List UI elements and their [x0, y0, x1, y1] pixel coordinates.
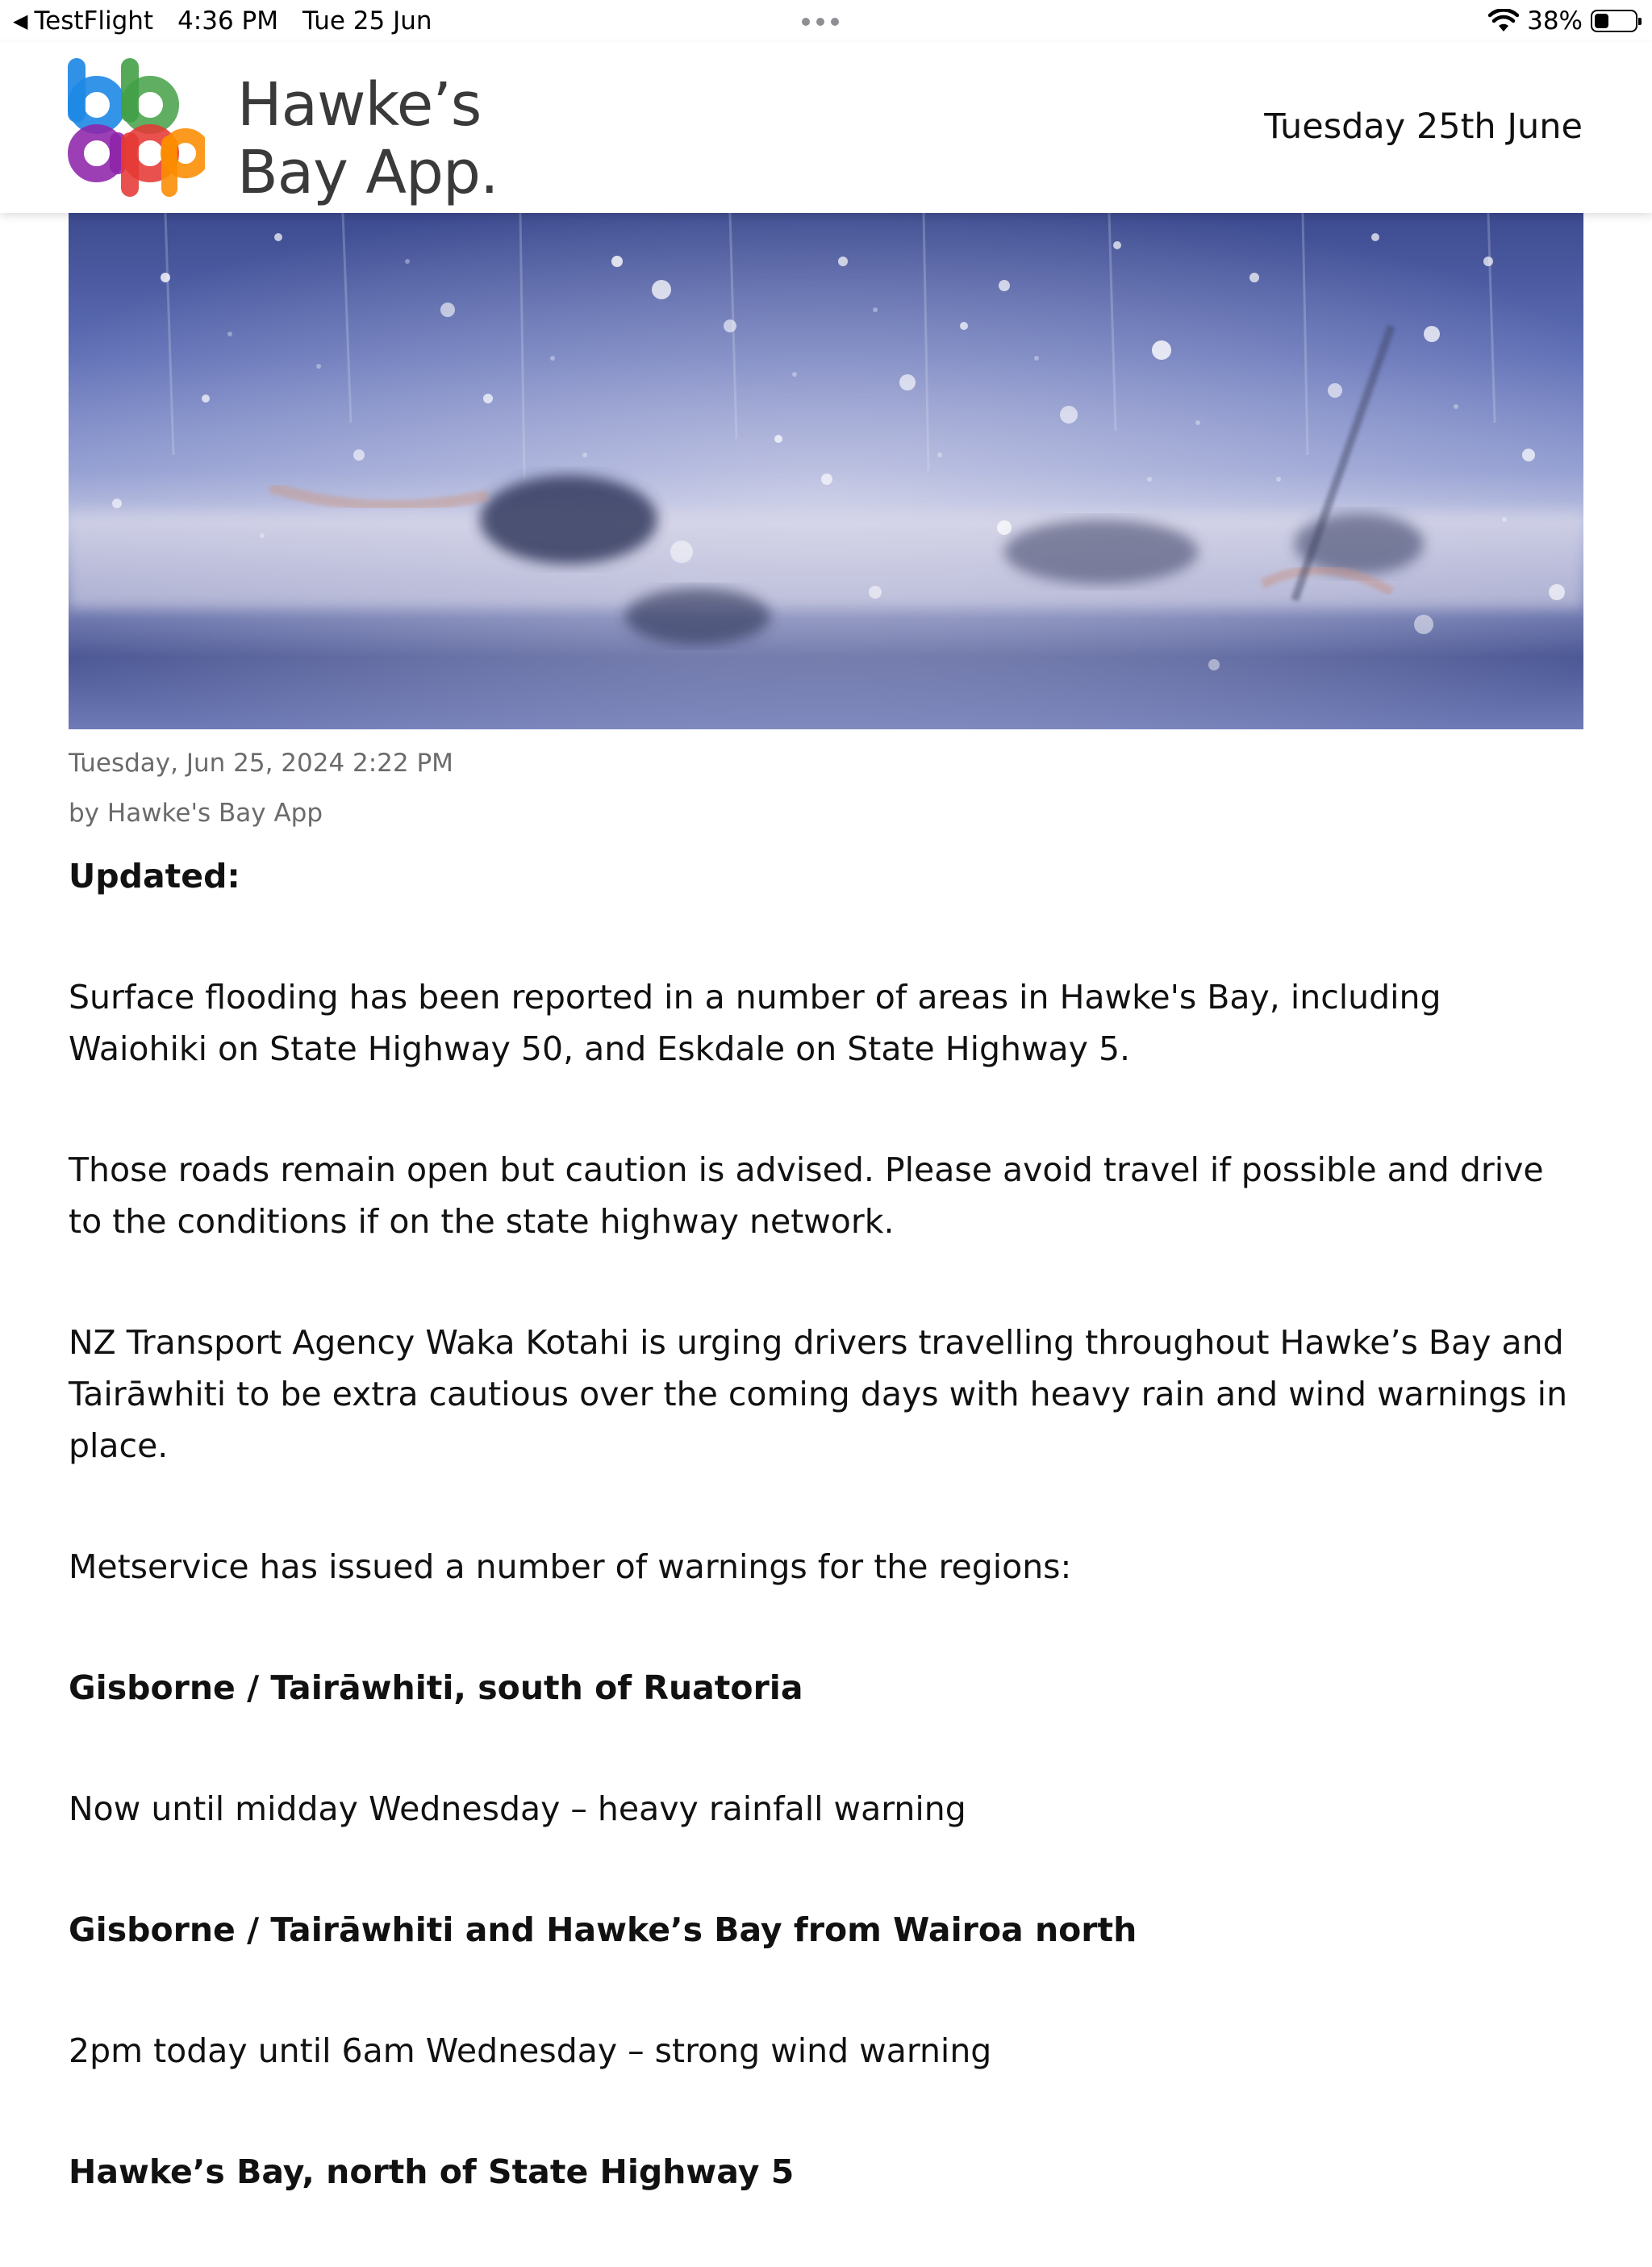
hbapp-logo-icon[interactable]	[68, 58, 205, 197]
battery-fill	[1595, 14, 1608, 28]
logo-line-1: Hawke’s	[237, 70, 482, 140]
status-date: Tue 25 Jun	[302, 6, 432, 35]
article-author: by Hawke's Bay App	[69, 799, 323, 828]
app-header	[0, 42, 1652, 213]
article-body	[69, 850, 1585, 2198]
multitask-dots-icon[interactable]	[802, 18, 839, 26]
article-paragraph: Those roads remain open but caution is advised. Please avoid travel if possible and drive to the conditions if on the state highway network.	[69, 1150, 1544, 1241]
article-paragraph: NZ Transport Agency Waka Kotahi is urging drivers travelling throughout Hawke’s Bay and Tairāwhiti to be extra cautious over the coming days with heavy rain and wind warnings in place.	[69, 1323, 1568, 1465]
article-paragraph: Gisborne / Tairāwhiti, south of Ruatoria	[69, 1668, 803, 1707]
article-paragraph: Updated:	[69, 857, 240, 896]
back-arrow-icon[interactable]: ◀	[13, 10, 28, 32]
article-paragraph: Metservice has issued a number of warnings for the regions:	[69, 1547, 1072, 1586]
wifi-icon	[1488, 9, 1519, 33]
logo-wordmark[interactable]	[237, 71, 499, 207]
status-right	[1488, 6, 1637, 35]
article-hero-image	[69, 213, 1583, 729]
rain-image	[69, 213, 1583, 729]
article-paragraph: 2pm today until 6am Wednesday – strong wind warning	[69, 2031, 992, 2070]
article-paragraph: Surface flooding has been reported in a number of areas in Hawke's Bay, including Waiohiki on State Highway 50, and Eskdale on State Highway 5.	[69, 978, 1441, 1068]
status-bar	[0, 0, 1652, 42]
article	[69, 742, 1585, 2267]
battery-percent: 38%	[1527, 6, 1583, 35]
battery-icon	[1591, 10, 1637, 32]
article-paragraph: Hawke’s Bay, north of State Highway 5	[69, 2152, 795, 2191]
article-paragraph: Now until midday Wednesday – heavy rainfall warning	[69, 1789, 966, 1828]
header-date: Tuesday 25th June	[1264, 106, 1583, 147]
status-left	[13, 6, 432, 35]
logo-line-2: Bay App.	[237, 138, 499, 207]
article-published-date: Tuesday, Jun 25, 2024 2:22 PM	[69, 749, 453, 778]
back-to-app-link[interactable]: TestFlight	[34, 6, 154, 35]
article-paragraph: Gisborne / Tairāwhiti and Hawke’s Bay from Wairoa north	[69, 1910, 1137, 1949]
status-time: 4:36 PM	[177, 6, 278, 35]
